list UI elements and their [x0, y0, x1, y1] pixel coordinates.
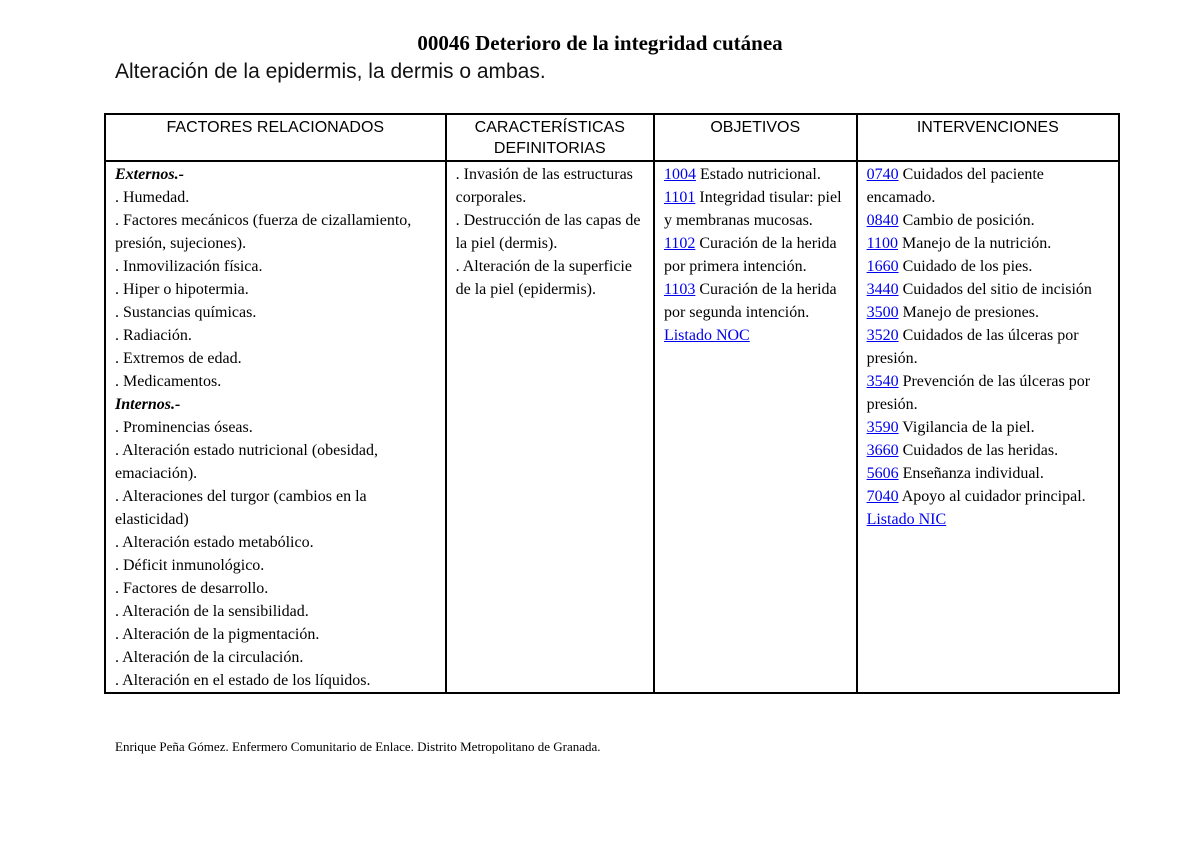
factor-item: . Radiación. [115, 327, 192, 344]
externos-heading: Externos.- [115, 166, 184, 183]
nic-intervention-text: Cuidados del paciente encamado. [866, 166, 1044, 206]
table-row [105, 161, 1119, 693]
factor-item: . Sustancias químicas. [115, 304, 257, 321]
noc-outcome-item [664, 163, 848, 186]
nic-code-link[interactable]: 7040 [866, 488, 899, 505]
nic-intervention-item [867, 485, 1110, 508]
factores-cell [105, 161, 446, 693]
nic-intervention-text: Manejo de presiones. [898, 304, 1039, 321]
caracteristica-item: . Alteración de la superficie de la piel (epidermis). [455, 258, 632, 298]
caracteristica-item: . Destrucción de las capas de la piel (dermis). [455, 212, 641, 252]
nic-intervention-item [867, 462, 1110, 485]
nic-code-link[interactable]: 3500 [866, 304, 899, 321]
factor-item: . Alteración estado metabólico. [115, 534, 314, 551]
noc-outcome-item [664, 232, 848, 278]
factor-item: . Humedad. [115, 189, 190, 206]
nic-code-link[interactable]: 3540 [866, 373, 899, 390]
noc-outcome-text: Estado nutricional. [695, 166, 821, 183]
noc-outcome-text: Curación de la herida por primera intención. [663, 235, 837, 275]
column-header-intervenciones: INTERVENCIONES [857, 114, 1119, 161]
noc-outcome-item [664, 278, 848, 324]
nic-intervention-text: Apoyo al cuidador principal. [898, 488, 1086, 505]
factor-item: . Medicamentos. [115, 373, 222, 390]
nic-code-link[interactable]: 3520 [866, 327, 899, 344]
nic-intervention-item [867, 301, 1110, 324]
nic-intervention-text: Manejo de la nutrición. [897, 235, 1052, 252]
listado-nic-link[interactable]: Listado NIC [866, 511, 947, 528]
factor-item: . Alteración de la sensibilidad. [115, 603, 309, 620]
factor-item: . Factores mecánicos (fuerza de cizallamiento, presión, sujeciones). [115, 212, 412, 252]
nic-intervention-text: Enseñanza individual. [898, 465, 1044, 482]
diagnosis-definition: Alteración de la epidermis, la dermis o ambas. [115, 60, 546, 83]
noc-outcome-item [664, 186, 848, 232]
nic-code-link[interactable]: 5606 [866, 465, 899, 482]
nic-intervention-text: Cuidados del sitio de incisión [898, 281, 1092, 298]
nic-code-link[interactable]: 0840 [866, 212, 899, 229]
nic-intervention-item [867, 209, 1110, 232]
nic-code-link[interactable]: 1660 [866, 258, 899, 275]
nic-intervention-text: Cambio de posición. [898, 212, 1035, 229]
caracteristica-item: . Invasión de las estructuras corporales. [455, 166, 633, 206]
nic-intervention-item [867, 370, 1110, 416]
nic-intervention-text: Prevención de las úlceras por presión. [866, 373, 1091, 413]
nic-code-link[interactable]: 0740 [866, 166, 899, 183]
nic-intervention-item [867, 324, 1110, 370]
nic-intervention-item [867, 278, 1110, 301]
noc-outcome-text: Integridad tisular: piel y membranas mucosas. [663, 189, 842, 229]
noc-code-link[interactable]: 1004 [663, 166, 696, 183]
nic-intervention-item [867, 416, 1110, 439]
factor-item: . Alteración en el estado de los líquidos. [115, 672, 371, 689]
noc-code-link[interactable]: 1101 [663, 189, 696, 206]
nic-intervention-text: Cuidados de las heridas. [898, 442, 1059, 459]
nic-intervention-text: Vigilancia de la piel. [898, 419, 1035, 436]
nic-intervention-item [867, 439, 1110, 462]
factor-item: . Alteración de la pigmentación. [115, 626, 320, 643]
caracteristicas-cell [446, 161, 654, 693]
column-header-objetivos: OBJETIVOS [654, 114, 857, 161]
factor-item: . Prominencias óseas. [115, 419, 253, 436]
factor-item: . Extremos de edad. [115, 350, 242, 367]
nic-code-link[interactable]: 3660 [866, 442, 899, 459]
noc-code-link[interactable]: 1103 [663, 281, 696, 298]
factor-item: . Alteración estado nutricional (obesidad, emaciación). [115, 442, 379, 482]
care-plan-table [104, 113, 1120, 694]
intervenciones-cell [857, 161, 1119, 693]
column-header-factores: FACTORES RELACIONADOS [105, 114, 446, 161]
nic-intervention-item [867, 163, 1110, 209]
nic-intervention-text: Cuidado de los pies. [898, 258, 1033, 275]
factor-item: . Alteraciones del turgor (cambios en la elasticidad) [115, 488, 367, 528]
factor-item: . Inmovilización física. [115, 258, 263, 275]
factor-item: . Alteración de la circulación. [115, 649, 304, 666]
factor-item: . Hiper o hipotermia. [115, 281, 249, 298]
column-header-caracteristicas: CARACTERÍSTICAS DEFINITORIAS [446, 114, 654, 161]
nic-code-link[interactable]: 3440 [866, 281, 899, 298]
objetivos-cell [654, 161, 857, 693]
factor-item: . Déficit inmunológico. [115, 557, 265, 574]
nic-code-link[interactable]: 3590 [866, 419, 899, 436]
nic-code-link[interactable]: 1100 [866, 235, 898, 252]
diagnosis-title: 00046 Deterioro de la integridad cutánea [417, 31, 783, 55]
author-credit: Enrique Peña Gómez. Enfermero Comunitario de Enlace. Distrito Metropolitano de Granada. [115, 739, 601, 754]
factor-item: . Factores de desarrollo. [115, 580, 269, 597]
nic-intervention-item [867, 232, 1110, 255]
nic-intervention-text: Cuidados de las úlceras por presión. [866, 327, 1079, 367]
internos-heading: Internos.- [115, 396, 181, 413]
listado-noc-link[interactable]: Listado NOC [663, 327, 750, 344]
noc-code-link[interactable]: 1102 [663, 235, 696, 252]
table-header-row [105, 114, 1119, 161]
nic-intervention-item [867, 255, 1110, 278]
noc-outcome-text: Curación de la herida por segunda intención. [663, 281, 837, 321]
